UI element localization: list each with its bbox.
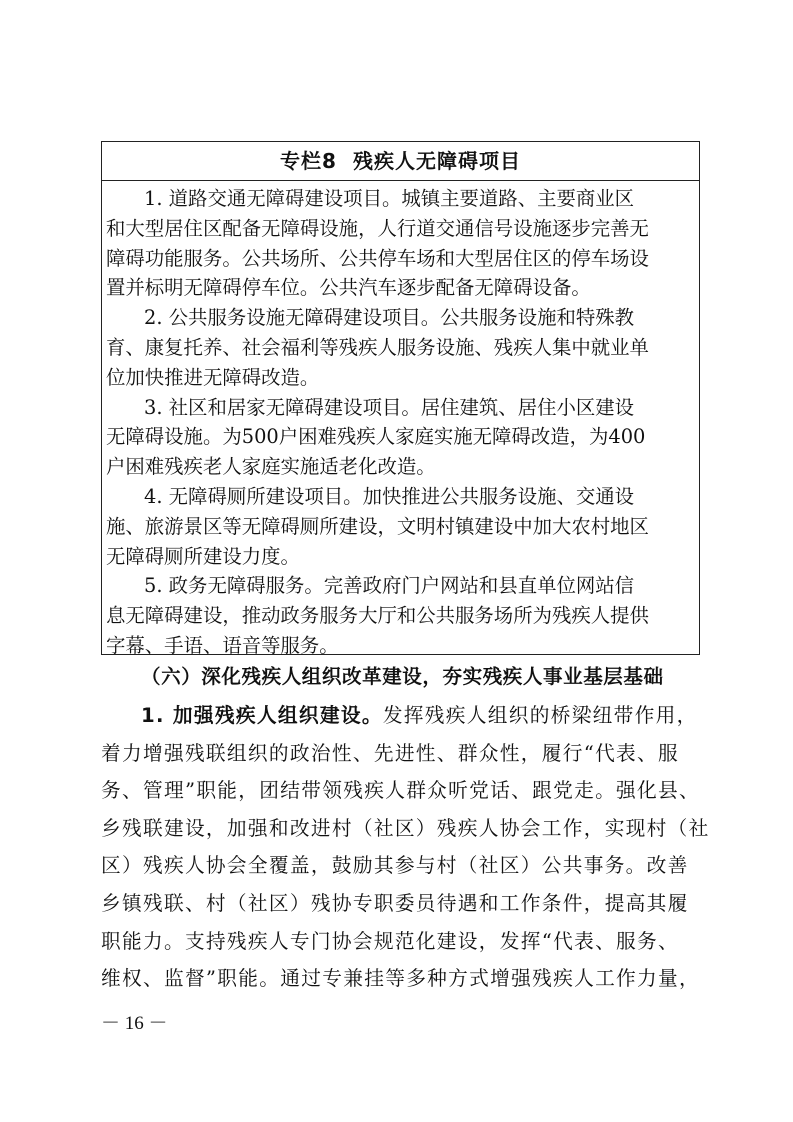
section-heading: （六）深化残疾人组织改革建设，夯实残疾人事业基层基础 [141,665,664,688]
box-line: 字幕、手语、语音等服务。 [106,633,339,657]
paragraph-line: 职能力。支持残疾人专门协会规范化建设，发挥“代表、服务、 [101,929,680,953]
feature-box-title [102,142,699,181]
paragraph-line: 乡镇残联、村（社区）残协专职委员待遇和工作条件，提高其履 [101,891,689,915]
body-paragraph [101,697,711,998]
box-line: 户困难残疾老人家庭实施适老化改造。 [106,455,436,479]
box-line: 4. 无障碍厕所建设项目。加快推进公共服务设施、交通设 [144,484,635,508]
box-line: 置并标明无障碍停车位。公共汽车逐步配备无障碍设备。 [106,276,591,300]
box-line: 育、康复托养、社会福利等残疾人服务设施、残疾人集中就业单 [106,335,649,359]
box-line: 息无障碍建设，推动政务服务大厅和公共服务场所为残疾人提供 [106,604,649,628]
box-line: 5. 政务无障碍服务。完善政府门户网站和县直单位网站信 [144,574,635,598]
box-line: 1. 道路交通无障碍建设项目。城镇主要道路、主要商业区 [144,187,635,210]
paragraph-lead: 1. 加强残疾人组织建设。 [141,704,383,727]
box-line: 2. 公共服务设施无障碍建设项目。公共服务设施和特殊教 [144,306,635,330]
paragraph-line: 维权、监督”职能。通过专兼挂等多种方式增强残疾人工作力量， [101,967,701,991]
paragraph-line: 务、管理”职能，团结带领残疾人群众听党话、跟党走。强化县、 [101,779,701,803]
feature-box-heading: 残疾人无障碍项目 [352,149,521,173]
page-number: － 16 － [101,1013,168,1034]
box-line: 障碍功能服务。公共场所、公共停车场和大型居住区的停车场设 [106,246,649,270]
paragraph-text: 发挥残疾人组织的桥梁纽带作用， [382,704,698,727]
box-line: 无障碍厕所建设力度。 [106,544,300,568]
paragraph-line: 乡残联建设，加强和改进村（社区）残疾人协会工作，实现村（社 [101,816,710,840]
paragraph-line: 区）残疾人协会全覆盖，鼓励其参与村（社区）公共事务。改善 [101,854,689,878]
box-line: 和大型居住区配备无障碍设施，人行道交通信号设施逐步完善无 [106,216,649,240]
box-line: 无障碍设施。为500户困难残疾人家庭实施无障碍改造，为400 [106,425,646,449]
paragraph-line: 着力增强残联组织的政治性、先进性、群众性，履行“代表、服 [101,741,680,765]
feature-box-body [106,184,695,661]
box-line: 3. 社区和居家无障碍建设项目。居住建筑、居住小区建设 [144,395,635,419]
box-line: 施、旅游景区等无障碍厕所建设，文明村镇建设中加大农村地区 [106,514,649,538]
paragraph-line [101,697,711,735]
feature-box [101,141,700,655]
box-line: 位加快推进无障碍改造。 [106,365,320,389]
feature-box-label: 专栏8 [280,149,337,173]
